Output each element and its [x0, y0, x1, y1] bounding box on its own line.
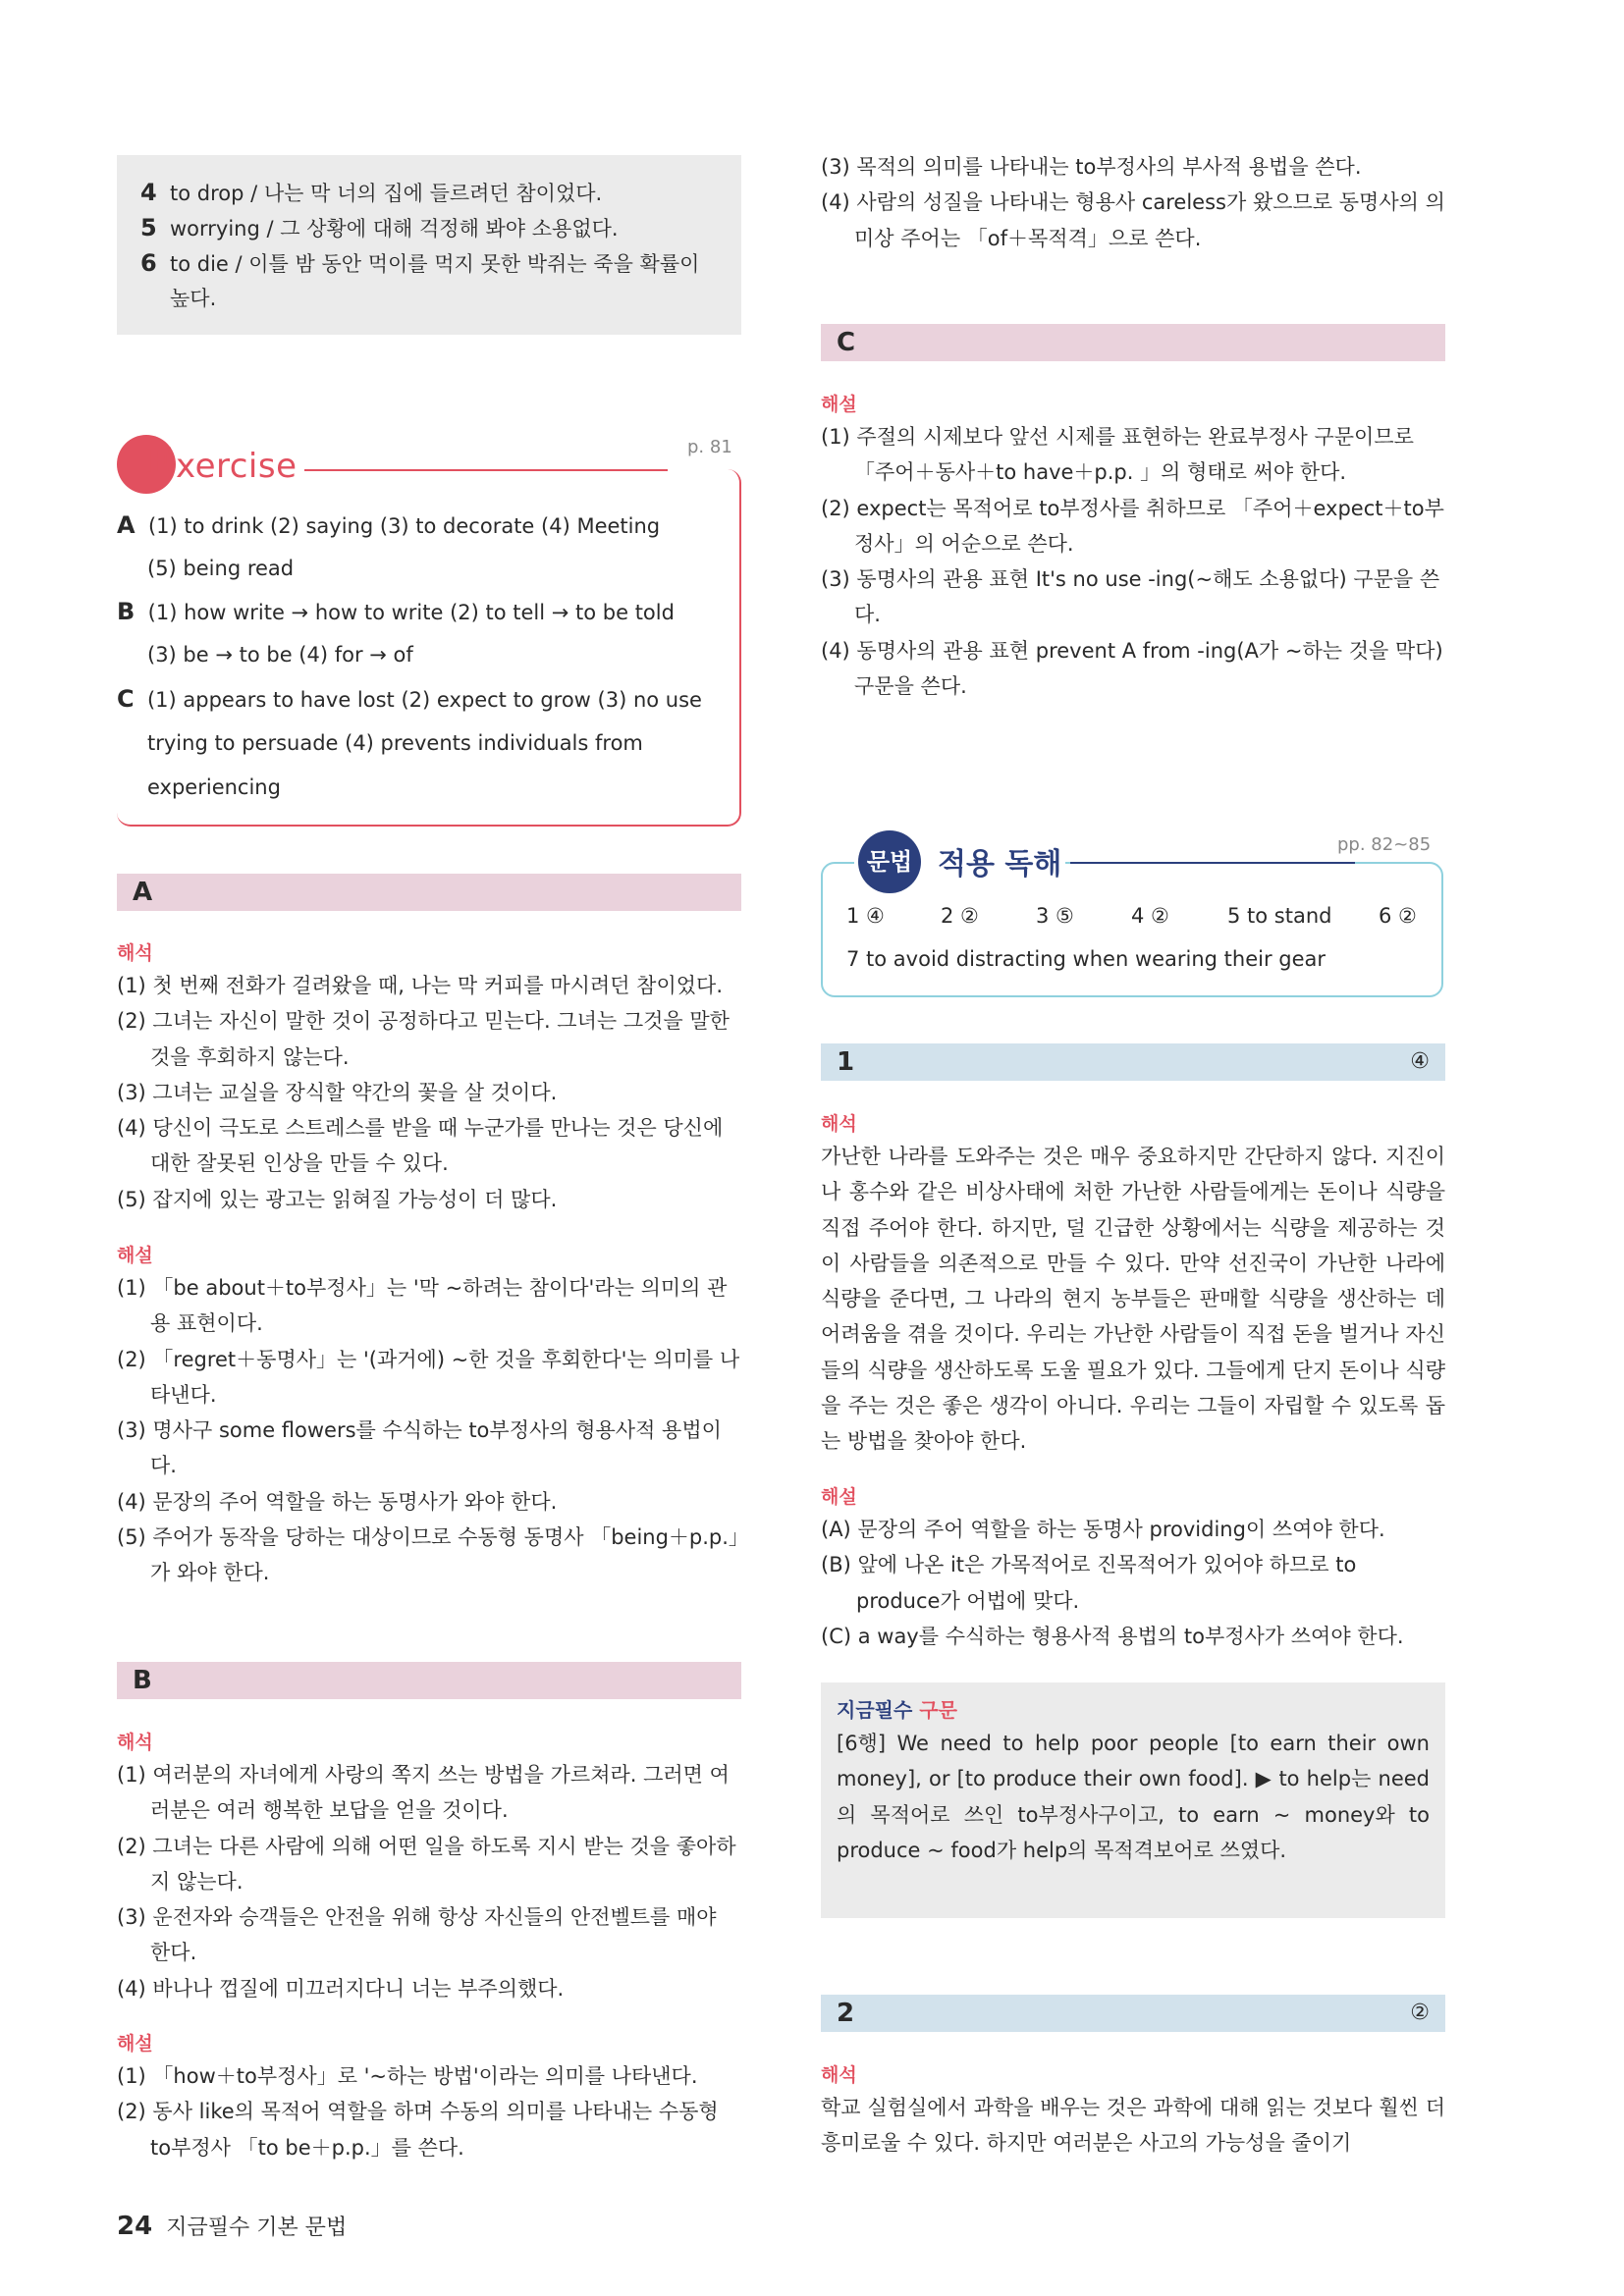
grammar-badge: 문법 — [858, 830, 921, 893]
explanation-item: (5) 주어가 동작을 당하는 대상이므로 수동형 동명사 「being＋p.p.」가 와야 한다. — [117, 1525, 739, 1585]
exercise-row: C (1) appears to have lost (2) expect to grow (3) no use — [117, 685, 702, 713]
translation-item: (1) 여러분의 자녀에게 사랑의 쪽지 쓰는 방법을 가르쳐라. 그러면 여러분은 여러 행복한 보답을 얻을 것이다. — [117, 1763, 730, 1823]
grammar-answer: 3 ⑤ — [1036, 904, 1074, 928]
explanation-list — [117, 2058, 741, 2165]
explanation-item: (2) 동사 like의 목적어 역할을 하며 수동의 의미를 나타내는 수동형 to부정사 「to be＋p.p.」를 쓴다. — [117, 2100, 719, 2160]
must-know-text: [6행] We need to help poor people [to earn their own money], or [to produce their own food]. ▶ to help는 need의 목적어로 쓰인 to부정사구이고, to earn ~ money와 to produce ~ food가 help의 목적격보어로 쓰였다. — [837, 1732, 1430, 1862]
exercise-title-initial: E — [145, 440, 174, 483]
translation-list — [117, 968, 741, 1217]
answer-line: 5 worrying / 그 상황에 대해 걱정해 봐야 소용없다. — [140, 214, 619, 241]
explanation-list-continued — [821, 149, 1445, 256]
explanation-item: (2) expect는 목적어로 to부정사를 취하므로 「주어＋expect＋to부정사」의 어순으로 쓴다. — [821, 496, 1444, 556]
grammar-answer: 4 ② — [1131, 904, 1169, 928]
explanation-item: (A) 문장의 주어 역할을 하는 동명사 providing이 쓰여야 한다. — [821, 1518, 1385, 1541]
explanation-list — [117, 1270, 741, 1591]
question-answer: ④ — [1410, 1049, 1430, 1074]
question-header-1: 1 ④ — [821, 1043, 1445, 1081]
exercise-row: (3) be → to be (4) for → of — [147, 643, 413, 667]
translation-label: 해석 — [821, 1113, 857, 1135]
section-header-c: C — [821, 324, 1445, 361]
grammar-answer: 2 ② — [941, 904, 979, 928]
answer-line: 높다. — [170, 287, 217, 310]
explanation-list — [821, 419, 1445, 704]
translation-label: 해석 — [117, 942, 153, 964]
must-know-title: 지금필수 구문 — [837, 1698, 957, 1722]
grammar-reading-title: 적용 독해 — [938, 847, 1062, 881]
book-title: 지금필수 기본 문법 — [166, 2216, 348, 2240]
answer-line: 6 to die / 이틀 밤 동안 먹이를 먹지 못한 박쥐는 죽을 확률이 — [140, 249, 700, 277]
translation-item: (3) 그녀는 교실을 장식할 약간의 꽃을 살 것이다. — [117, 1080, 558, 1104]
exercise-row: A (1) to drink (2) saying (3) to decorate (4) Meeting — [117, 511, 661, 539]
translation-item: (5) 잡지에 있는 광고는 읽혀질 가능성이 더 많다. — [117, 1187, 558, 1211]
explanation-label: 해설 — [117, 1245, 153, 1266]
exercise-page-ref: p. 81 — [687, 437, 732, 457]
grammar-answer-7: 7 to avoid distracting when wearing their gear — [846, 947, 1326, 971]
explanation-item: (4) 동명사의 관용 표현 prevent A from -ing(A가 ~하는 것을 막다) 구문을 쓴다. — [821, 638, 1443, 699]
translation-item: (4) 당신이 극도로 스트레스를 받을 때 누군가를 만나는 것은 당신에 대한 잘못된 인상을 만들 수 있다. — [117, 1116, 724, 1176]
must-know-syntax-box — [821, 1682, 1445, 1918]
explanation-label: 해설 — [821, 1486, 857, 1508]
translation-label: 해석 — [117, 1732, 153, 1753]
translation-item: (4) 바나나 껍질에 미끄러지다니 너는 부주의했다. — [117, 1976, 565, 2001]
section-header-a: A — [117, 874, 741, 911]
explanation-item: (1) 「be about＋to부정사」는 '막 ~하려는 참이다'라는 의미의 관용 표현이다. — [117, 1276, 728, 1336]
page-footer — [117, 2211, 347, 2241]
grammar-answer: 5 to stand — [1227, 904, 1332, 928]
exercise-row: experiencing — [147, 775, 281, 799]
grammar-answer: 6 ② — [1379, 904, 1417, 928]
answer-line: 4 to drop / 나는 막 너의 집에 들르려던 참이었다. — [140, 179, 603, 206]
exercise-row: trying to persuade (4) prevents individuals from — [147, 731, 643, 755]
translation-paragraph: 학교 실험실에서 과학을 배우는 것은 과학에 대해 읽는 것보다 훨씬 더 흥미로울 수 있다. 하지만 여러분은 사고의 가능성을 줄이기 — [821, 2096, 1445, 2156]
translation-item: (3) 운전자와 승객들은 안전을 위해 항상 자신들의 안전벨트를 매야 한다. — [117, 1905, 717, 1965]
explanation-item: (2) 「regret＋동명사」는 '(과거에) ~한 것을 후회한다'는 의미를 나타낸다. — [117, 1347, 740, 1407]
explanation-item: (3) 명사구 some flowers를 수식하는 to부정사의 형용사적 용법이다. — [117, 1418, 722, 1478]
explanation-item: (1) 「how＋to부정사」로 '~하는 방법'이라는 의미를 나타낸다. — [117, 2064, 698, 2088]
translation-list — [117, 1757, 741, 2006]
translation-item: (2) 그녀는 자신이 말한 것이 공정하다고 믿는다. 그녀는 그것을 말한 것을 후회하지 않는다. — [117, 1009, 730, 1069]
exercise-row: (5) being read — [147, 557, 295, 580]
explanation-item: (4) 문장의 주어 역할을 하는 동명사가 와야 한다. — [117, 1489, 558, 1514]
page-number: 24 — [117, 2212, 153, 2241]
translation-item: (2) 그녀는 다른 사람에 의해 어떤 일을 하도록 지시 받는 것을 좋아하지 않는다. — [117, 1834, 736, 1894]
exercise-divider — [304, 469, 668, 471]
explanation-label: 해설 — [821, 394, 857, 415]
exercise-row: B (1) how write → how to write (2) to tell → to be told — [117, 598, 675, 625]
explanation-item: (3) 동명사의 관용 표현 It's no use -ing(~해도 소용없다) 구문을 쓴다. — [821, 567, 1440, 627]
question-answer: ② — [1410, 2001, 1430, 2025]
question-header-2: 2 ② — [821, 1995, 1445, 2032]
grammar-answer: 1 ④ — [846, 904, 885, 928]
explanation-item: (1) 주절의 시제보다 앞선 시제를 표현하는 완료부정사 구문이므로 「주어＋동사＋to have＋p.p. 」의 형태로 써야 한다. — [821, 425, 1414, 485]
explanation-item: (4) 사람의 성질을 나타내는 형용사 careless가 왔으므로 동명사의 의미상 주어는 「of＋목적격」으로 쓴다. — [821, 190, 1445, 250]
answer-box-top — [117, 155, 741, 335]
translation-paragraph: 가난한 나라를 도와주는 것은 매우 중요하지만 간단하지 않다. 지진이나 홍수와 같은 비상사태에 처한 가난한 사람들에게는 돈이나 식량을 직접 주어야 한다. 하지만, 덜 긴급한 상황에서는 식량을 제공하는 것이 사람들을 의존적으로 만들 수 있다. 만약 선진국이 가난한 나라에 식량을 준다면, 그 나라의 현지 농부들은 판매할 식량을 생산하는 데 어려움을 겪을 것이다. 우리는 가난한 사람들이 직접 돈을 벌거나 자신들의 식량을 생산하도록 도울 필요가 있다. 그들에게 단지 돈이나 식량을 주는 것은 좋은 생각이 아니다. 우리는 그들이 자립할 수 있도록 돕는 방법을 찾아야 한다. — [821, 1145, 1445, 1454]
explanation-item: (3) 목적의 의미를 나타내는 to부정사의 부사적 용법을 쓴다. — [821, 155, 1362, 179]
explanation-label: 해설 — [117, 2033, 153, 2055]
explanation-list — [821, 1512, 1445, 1654]
explanation-item: (C) a way를 수식하는 형용사적 용법의 to부정사가 쓰여야 한다. — [821, 1624, 1404, 1648]
translation-item: (1) 첫 번째 전화가 걸려왔을 때, 나는 막 커피를 마시려던 참이었다. — [117, 974, 723, 997]
explanation-item: (B) 앞에 나온 it은 가목적어로 진목적어가 있어야 하므로 to produce가 어법에 맞다. — [821, 1553, 1357, 1613]
grammar-reading-divider — [1070, 862, 1355, 864]
exercise-title: xercise — [176, 447, 298, 486]
grammar-reading-page-ref: pp. 82~85 — [1337, 834, 1432, 855]
translation-label: 해석 — [821, 2064, 857, 2086]
section-header-b: B — [117, 1662, 741, 1699]
